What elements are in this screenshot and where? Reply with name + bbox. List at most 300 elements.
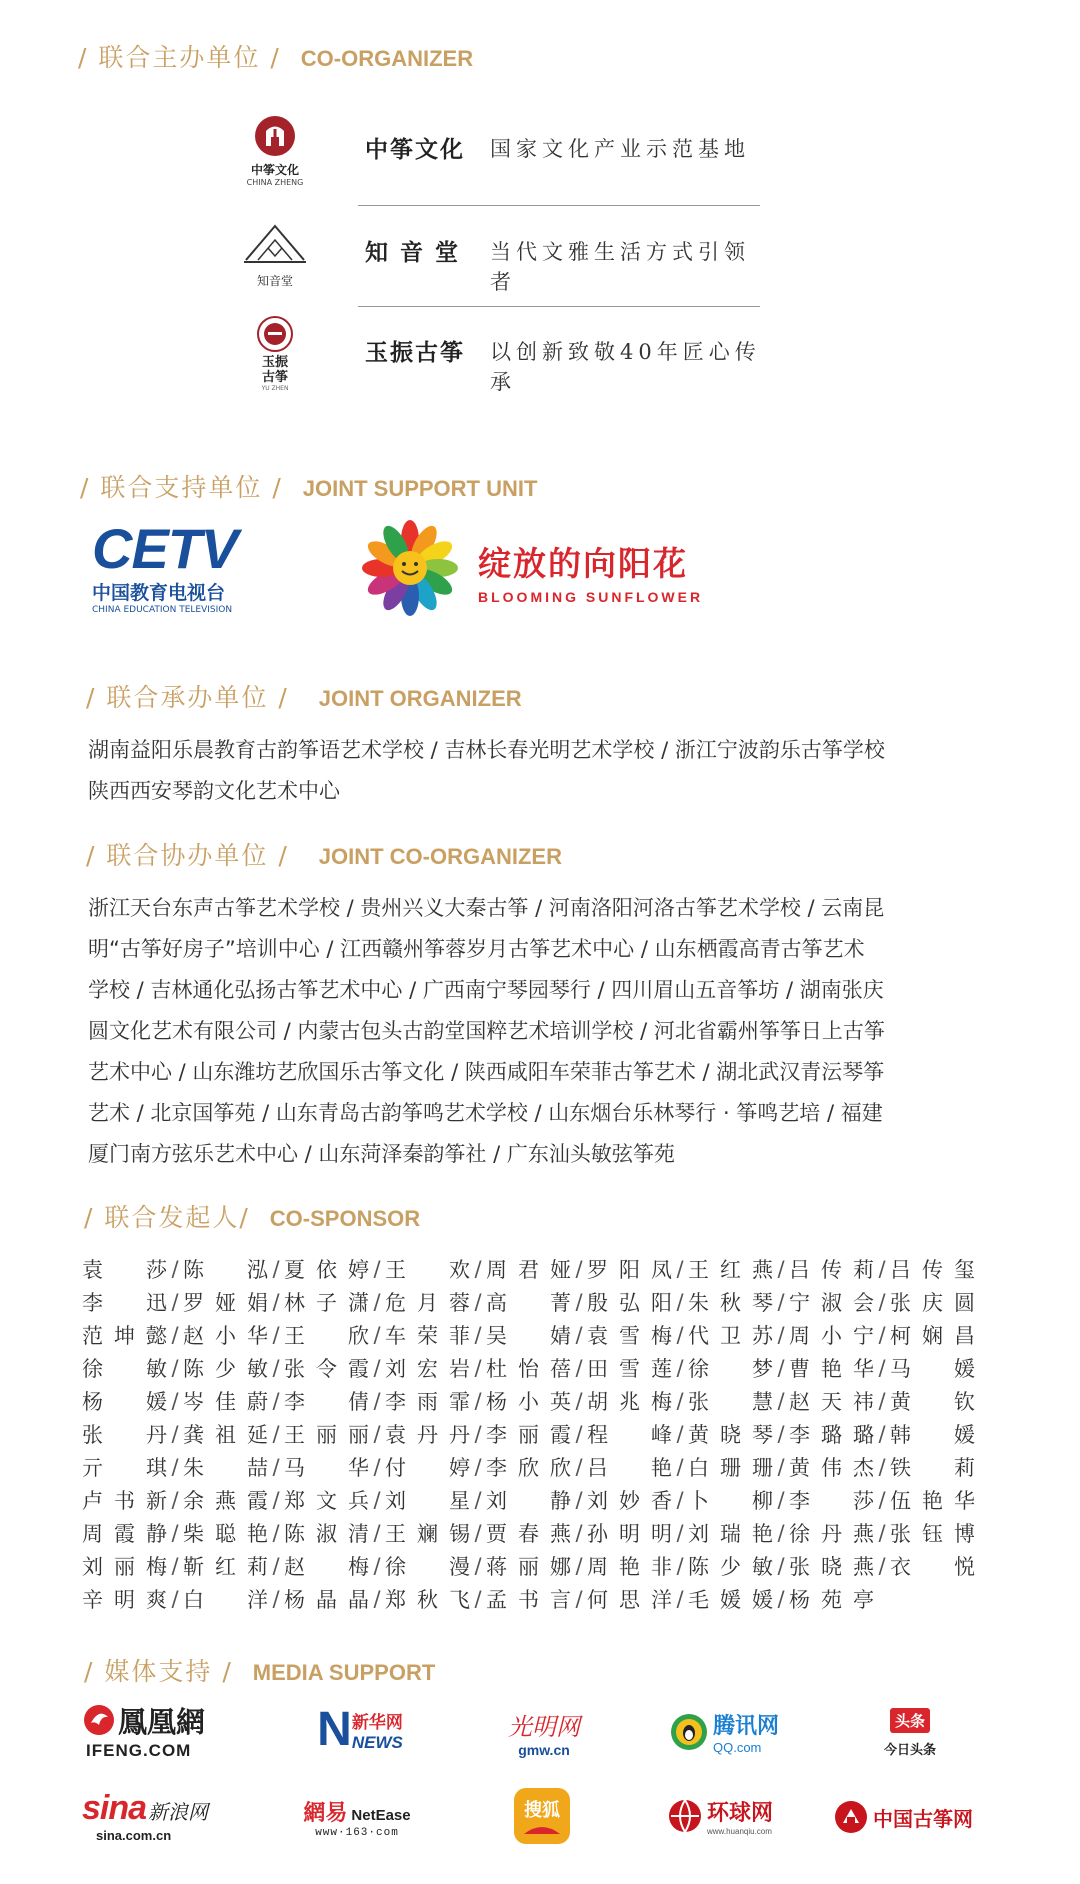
co-sponsor-name: 柯娴昌 bbox=[890, 1323, 975, 1348]
co-sponsor-name: 杨苑亭 bbox=[789, 1587, 874, 1612]
globe-icon bbox=[667, 1798, 703, 1834]
separator: / bbox=[474, 1454, 482, 1479]
separator: / bbox=[777, 1454, 785, 1479]
co-sponsor-name: 殷弘阳 bbox=[587, 1290, 672, 1315]
co-sponsor-name: 袁丹丹 bbox=[385, 1422, 470, 1447]
co-sponsor-name: 吴婧 bbox=[486, 1323, 571, 1348]
co-sponsor-cell bbox=[486, 1287, 587, 1317]
co-sponsor-name: 李倩 bbox=[284, 1389, 369, 1414]
co-sponsor-cell bbox=[183, 1320, 284, 1350]
separator: / bbox=[474, 1487, 482, 1512]
co-sponsor-cell bbox=[486, 1419, 587, 1449]
separator: / bbox=[272, 1553, 280, 1578]
separator: / bbox=[272, 1322, 280, 1347]
gmw-logo bbox=[484, 1704, 604, 1760]
co-sponsor-cell bbox=[486, 1320, 587, 1350]
sunflower-face bbox=[393, 551, 427, 585]
sina-logo bbox=[82, 1786, 232, 1846]
netease-logo bbox=[290, 1792, 424, 1842]
organizer-desc: 以创新致敬40年匠心传承 bbox=[490, 340, 761, 394]
co-sponsor-row bbox=[82, 1516, 975, 1549]
co-sponsor-name: 陈少敏 bbox=[183, 1356, 268, 1381]
separator: / bbox=[575, 1322, 583, 1347]
co-sponsor-cell bbox=[284, 1518, 385, 1548]
separator: / bbox=[373, 1256, 381, 1281]
co-sponsor-cell bbox=[82, 1485, 183, 1515]
separator: / bbox=[777, 1553, 785, 1578]
co-sponsor-cell bbox=[385, 1419, 486, 1449]
separator: / bbox=[676, 1355, 684, 1380]
co-sponsor-cell bbox=[284, 1452, 385, 1482]
co-sponsor-name: 危月蓉 bbox=[385, 1290, 470, 1315]
fox-tail-icon bbox=[522, 1822, 562, 1836]
separator: / bbox=[777, 1421, 785, 1446]
sunflower-graphic bbox=[362, 520, 458, 616]
co-sponsor-name: 张慧 bbox=[688, 1389, 773, 1414]
co-sponsor-name: 李迅 bbox=[82, 1290, 167, 1315]
co-sponsor-name: 王欢 bbox=[385, 1257, 470, 1282]
co-sponsor-cell bbox=[587, 1353, 688, 1383]
co-sponsor-cell bbox=[183, 1518, 284, 1548]
separator: / bbox=[575, 1289, 583, 1314]
separator: / bbox=[171, 1388, 179, 1413]
co-sponsor-cell bbox=[486, 1254, 587, 1284]
co-sponsor-name: 吕传玺 bbox=[890, 1257, 975, 1282]
xinhua-logo bbox=[300, 1700, 420, 1760]
co-sponsor-name: 车荣菲 bbox=[385, 1323, 470, 1348]
separator: / bbox=[171, 1487, 179, 1512]
co-sponsor-row bbox=[82, 1384, 975, 1417]
co-sponsor-cell bbox=[284, 1254, 385, 1284]
sunflower-icon bbox=[362, 520, 458, 616]
joint-organizer-title-en: JOINT ORGANIZER bbox=[318, 686, 522, 711]
zhongzheng-seal-icon bbox=[254, 115, 296, 157]
separator: / bbox=[676, 1289, 684, 1314]
co-sponsor-cell bbox=[890, 1353, 975, 1383]
co-sponsor-name: 李欣欣 bbox=[486, 1455, 571, 1480]
co-sponsor-name: 伍艳华 bbox=[890, 1488, 975, 1513]
huanqiu-logo bbox=[656, 1790, 784, 1842]
organizer-row-zhongzheng bbox=[240, 105, 770, 197]
co-sponsor-name: 赵梅 bbox=[284, 1554, 369, 1579]
separator: / bbox=[777, 1487, 785, 1512]
separator: / bbox=[878, 1421, 886, 1446]
co-sponsor-cell bbox=[688, 1254, 789, 1284]
co-sponsor-row bbox=[82, 1450, 975, 1483]
separator: / bbox=[878, 1256, 886, 1281]
co-sponsor-name: 黄钦 bbox=[890, 1389, 975, 1414]
separator: / bbox=[272, 1388, 280, 1413]
co-sponsor-cell bbox=[82, 1386, 183, 1416]
co-sponsor-name: 贾春燕 bbox=[486, 1521, 571, 1546]
separator: / bbox=[373, 1454, 381, 1479]
ifeng-cn: 鳳凰網 bbox=[118, 1704, 206, 1739]
joint-co-organizer-title-en: JOINT CO-ORGANIZER bbox=[318, 844, 562, 869]
sina-cn: 新浪网 bbox=[148, 1800, 209, 1824]
joint-co-organizer-line: 圆文化艺术有限公司 / 内蒙古包头古韵堂国粹艺术培训学校 / 河北省霸州筝筝日上古筝 bbox=[88, 1019, 885, 1043]
guzheng-net-logo bbox=[828, 1794, 978, 1840]
joint-support-title-cn: / 联合支持单位 / bbox=[80, 473, 283, 502]
co-sponsor-cell bbox=[486, 1386, 587, 1416]
separator: / bbox=[474, 1355, 482, 1380]
co-sponsor-cell bbox=[890, 1551, 975, 1581]
joint-co-organizer-list bbox=[88, 888, 968, 1175]
co-sponsor-cell bbox=[82, 1353, 183, 1383]
co-organizer-title-en: CO-ORGANIZER bbox=[300, 46, 474, 71]
co-sponsor-name: 朱喆 bbox=[183, 1455, 268, 1480]
co-sponsor-title-en: CO-SPONSOR bbox=[269, 1206, 421, 1231]
co-sponsor-row bbox=[82, 1549, 975, 1582]
separator: / bbox=[474, 1388, 482, 1413]
separator: / bbox=[676, 1256, 684, 1281]
co-sponsor-name: 黄晓琴 bbox=[688, 1422, 773, 1447]
co-sponsor-cell bbox=[82, 1551, 183, 1581]
co-sponsor-name: 刘瑞艳 bbox=[688, 1521, 773, 1546]
co-sponsor-name: 刘丽梅 bbox=[82, 1554, 167, 1579]
co-sponsor-cell bbox=[183, 1485, 284, 1515]
separator: / bbox=[272, 1487, 280, 1512]
separator: / bbox=[171, 1586, 179, 1611]
co-sponsor-cell bbox=[385, 1353, 486, 1383]
organizer-row-yuzhen bbox=[240, 308, 770, 400]
separator: / bbox=[373, 1388, 381, 1413]
separator: / bbox=[373, 1553, 381, 1578]
sunflower-eye bbox=[402, 562, 406, 566]
co-sponsor-name: 马媛 bbox=[890, 1356, 975, 1381]
phoenix-icon bbox=[82, 1703, 116, 1737]
joint-co-organizer-line: 厦门南方弦乐艺术中心 / 山东菏泽秦韵筝社 / 广东汕头敏弦筝苑 bbox=[88, 1142, 675, 1166]
co-sponsor-name: 周霞静 bbox=[82, 1521, 167, 1546]
co-sponsor-title-cn: / 联合发起人/ bbox=[84, 1203, 250, 1232]
co-sponsor-cell bbox=[587, 1551, 688, 1581]
co-sponsor-name: 毛媛媛 bbox=[688, 1587, 773, 1612]
co-sponsor-cell bbox=[183, 1452, 284, 1482]
co-sponsor-row bbox=[82, 1285, 975, 1318]
co-organizer-heading bbox=[78, 38, 473, 74]
zhongzheng-logo bbox=[240, 105, 310, 197]
co-sponsor-cell bbox=[82, 1254, 183, 1284]
ifeng-en: IFENG.COM bbox=[86, 1740, 192, 1760]
separator: / bbox=[676, 1421, 684, 1446]
co-sponsor-name: 周小宁 bbox=[789, 1323, 874, 1348]
co-sponsor-cell bbox=[385, 1386, 486, 1416]
separator: / bbox=[272, 1355, 280, 1380]
separator: / bbox=[878, 1520, 886, 1545]
co-sponsor-cell bbox=[587, 1584, 688, 1614]
separator: / bbox=[373, 1421, 381, 1446]
co-sponsor-cell bbox=[82, 1518, 183, 1548]
separator: / bbox=[575, 1487, 583, 1512]
separator: / bbox=[676, 1586, 684, 1611]
separator: / bbox=[676, 1322, 684, 1347]
cetv-wordmark: CETV bbox=[92, 517, 238, 580]
qq-penguin-icon bbox=[669, 1712, 709, 1752]
co-sponsor-cell bbox=[183, 1287, 284, 1317]
co-sponsor-name: 衣悦 bbox=[890, 1554, 975, 1579]
co-sponsor-cell bbox=[688, 1419, 789, 1449]
separator: / bbox=[171, 1355, 179, 1380]
zhiyintang-logo-text: 知音堂 bbox=[256, 273, 293, 288]
co-sponsor-name: 高菁 bbox=[486, 1290, 571, 1315]
organizer-desc: 当代文雅生活方式引领者 bbox=[490, 240, 750, 294]
sohu-cn: 搜狐 bbox=[524, 1800, 560, 1821]
co-sponsor-cell bbox=[385, 1518, 486, 1548]
co-sponsor-name: 程峰 bbox=[587, 1422, 672, 1447]
co-sponsor-row bbox=[82, 1417, 975, 1450]
co-sponsor-cell bbox=[486, 1584, 587, 1614]
co-sponsor-row bbox=[82, 1582, 967, 1615]
cetv-logo bbox=[92, 517, 272, 615]
co-sponsor-name: 林子潇 bbox=[284, 1290, 369, 1315]
co-sponsor-name: 罗阳凤 bbox=[587, 1257, 672, 1282]
separator: / bbox=[272, 1586, 280, 1611]
media-heading bbox=[84, 1652, 435, 1688]
co-sponsor-cell bbox=[183, 1353, 284, 1383]
co-sponsor-row bbox=[82, 1252, 975, 1285]
co-sponsor-cell bbox=[486, 1353, 587, 1383]
separator: / bbox=[878, 1289, 886, 1314]
co-sponsor-cell bbox=[890, 1485, 975, 1515]
co-sponsor-name: 杨晶晶 bbox=[284, 1587, 369, 1612]
co-sponsor-cell bbox=[688, 1518, 789, 1548]
separator: / bbox=[272, 1421, 280, 1446]
co-sponsor-name: 杜怡蓓 bbox=[486, 1356, 571, 1381]
separator: / bbox=[878, 1487, 886, 1512]
co-sponsor-cell bbox=[890, 1320, 975, 1350]
co-sponsor-name: 陈泓 bbox=[183, 1257, 268, 1282]
co-sponsor-name: 田雪莲 bbox=[587, 1356, 672, 1381]
zhongzheng-logo-sub: CHINA ZHENG bbox=[246, 178, 304, 187]
co-sponsor-name: 宁淑会 bbox=[789, 1290, 874, 1315]
co-sponsor-cell bbox=[688, 1287, 789, 1317]
separator: / bbox=[777, 1586, 785, 1611]
gmw-en: gmw.cn bbox=[518, 1741, 570, 1758]
co-sponsor-name: 龚祖延 bbox=[183, 1422, 268, 1447]
separator: / bbox=[373, 1520, 381, 1545]
separator: / bbox=[575, 1355, 583, 1380]
co-sponsor-name: 赵天祎 bbox=[789, 1389, 874, 1414]
mountain-icon bbox=[240, 220, 310, 270]
co-sponsor-cell bbox=[183, 1386, 284, 1416]
co-sponsor-cell bbox=[183, 1551, 284, 1581]
co-sponsor-name: 张庆圆 bbox=[890, 1290, 975, 1315]
co-sponsor-name: 蒋丽娜 bbox=[486, 1554, 571, 1579]
co-sponsor-name: 李丽霞 bbox=[486, 1422, 571, 1447]
co-sponsor-name: 曹艳华 bbox=[789, 1356, 874, 1381]
co-sponsor-cell bbox=[82, 1287, 183, 1317]
co-sponsor-cell bbox=[688, 1353, 789, 1383]
co-sponsor-cell bbox=[385, 1287, 486, 1317]
huanqiu-cn: 环球网 bbox=[706, 1801, 773, 1826]
joint-organizer-line: 湖南益阳乐晨教育古韵筝语艺术学校 / 吉林长春光明艺术学校 / 浙江宁波韵乐古筝学校 bbox=[88, 738, 885, 762]
sina-en: sina.com.cn bbox=[96, 1828, 172, 1843]
co-sponsor-name: 李雨霏 bbox=[385, 1389, 470, 1414]
separator: / bbox=[777, 1322, 785, 1347]
yuzhen-logo-text: 玉振古筝 bbox=[261, 355, 288, 385]
separator: / bbox=[878, 1388, 886, 1413]
separator: / bbox=[878, 1454, 886, 1479]
toutiao-badge: 头条 bbox=[890, 1708, 930, 1733]
yuzhen-logo bbox=[240, 308, 310, 400]
separator: / bbox=[575, 1586, 583, 1611]
co-sponsor-cell bbox=[385, 1254, 486, 1284]
co-sponsor-name: 范坤懿 bbox=[82, 1323, 167, 1348]
co-sponsor-name: 张晓燕 bbox=[789, 1554, 874, 1579]
separator: / bbox=[171, 1421, 179, 1446]
co-sponsor-cell bbox=[789, 1287, 890, 1317]
co-sponsor-cell bbox=[183, 1419, 284, 1449]
co-sponsor-row bbox=[82, 1483, 975, 1516]
separator: / bbox=[575, 1553, 583, 1578]
joint-co-organizer-line: 艺术 / 北京国筝苑 / 山东青岛古韵筝鸣艺术学校 / 山东烟台乐林琴行 · 筝鸣艺培 / 福建 bbox=[88, 1101, 883, 1125]
co-sponsor-cell bbox=[284, 1353, 385, 1383]
qq-logo bbox=[656, 1704, 792, 1760]
co-sponsor-name: 马华 bbox=[284, 1455, 369, 1480]
toutiao-logo bbox=[870, 1700, 950, 1766]
co-sponsor-cell bbox=[587, 1287, 688, 1317]
joint-support-heading bbox=[80, 468, 537, 504]
separator: / bbox=[272, 1289, 280, 1314]
separator: / bbox=[575, 1454, 583, 1479]
separator: / bbox=[474, 1289, 482, 1314]
co-sponsor-name: 靳红莉 bbox=[183, 1554, 268, 1579]
co-sponsor-name: 刘宏岩 bbox=[385, 1356, 470, 1381]
guzheng-emblem-icon bbox=[833, 1799, 869, 1835]
co-sponsor-cell bbox=[789, 1254, 890, 1284]
co-sponsor-name: 夏依婷 bbox=[284, 1257, 369, 1282]
co-sponsor-cell bbox=[486, 1485, 587, 1515]
co-sponsor-name: 张钰博 bbox=[890, 1521, 975, 1546]
co-sponsor-cell bbox=[789, 1485, 890, 1515]
sunflower-en: BLOOMING SUNFLOWER bbox=[478, 589, 704, 605]
separator: / bbox=[373, 1289, 381, 1314]
co-sponsor-cell bbox=[486, 1551, 587, 1581]
zhiyintang-logo bbox=[240, 208, 310, 300]
co-sponsor-name: 张令霞 bbox=[284, 1356, 369, 1381]
netease-cn: 網易 bbox=[303, 1799, 348, 1826]
co-sponsor-name: 杨媛 bbox=[82, 1389, 167, 1414]
separator: / bbox=[474, 1322, 482, 1347]
co-sponsor-name: 王丽丽 bbox=[284, 1422, 369, 1447]
co-sponsor-name: 付婷 bbox=[385, 1455, 470, 1480]
co-sponsor-name: 李莎 bbox=[789, 1488, 874, 1513]
co-sponsor-cell bbox=[587, 1386, 688, 1416]
co-sponsor-name: 孙明明 bbox=[587, 1521, 672, 1546]
co-sponsor-name: 周艳非 bbox=[587, 1554, 672, 1579]
co-sponsor-cell bbox=[789, 1320, 890, 1350]
co-sponsor-cell bbox=[486, 1452, 587, 1482]
joint-support-title-en: JOINT SUPPORT UNIT bbox=[302, 476, 538, 501]
joint-co-organizer-line: 浙江天台东声古筝艺术学校 / 贵州兴义大秦古筝 / 河南洛阳河洛古筝艺术学校 / 云南昆 bbox=[88, 896, 885, 920]
co-sponsor-name: 周君娅 bbox=[486, 1257, 571, 1282]
co-sponsor-row bbox=[82, 1351, 975, 1384]
sunflower-text bbox=[478, 538, 703, 605]
co-sponsor-cell bbox=[587, 1419, 688, 1449]
separator: / bbox=[272, 1454, 280, 1479]
separator: / bbox=[676, 1553, 684, 1578]
co-sponsor-name: 韩媛 bbox=[890, 1422, 975, 1447]
co-sponsor-cell bbox=[385, 1584, 486, 1614]
cetv-cn: 中国教育电视台 bbox=[92, 582, 226, 604]
divider bbox=[358, 205, 760, 206]
separator: / bbox=[777, 1355, 785, 1380]
joint-organizer-line: 陕西西安琴韵文化艺术中心 bbox=[88, 779, 340, 803]
co-sponsor-cell bbox=[890, 1452, 975, 1482]
co-sponsor-name: 陈少敏 bbox=[688, 1554, 773, 1579]
separator: / bbox=[777, 1520, 785, 1545]
organizer-desc: 国家文化产业示范基地 bbox=[490, 137, 750, 161]
co-sponsor-row bbox=[82, 1318, 975, 1351]
organizer-name: 玉振古筝 bbox=[365, 340, 465, 366]
co-sponsor-cell bbox=[688, 1551, 789, 1581]
co-sponsor-cell bbox=[385, 1485, 486, 1515]
media-title-en: MEDIA SUPPORT bbox=[252, 1660, 436, 1685]
co-sponsor-name: 郑秋飞 bbox=[385, 1587, 470, 1612]
co-sponsor-name: 王斓锡 bbox=[385, 1521, 470, 1546]
guzheng-net-cn: 中国古筝网 bbox=[873, 1806, 973, 1831]
co-sponsor-cell bbox=[789, 1584, 890, 1614]
co-sponsor-cell bbox=[284, 1386, 385, 1416]
co-sponsor-cell bbox=[890, 1254, 975, 1284]
organizer-name: 知 音 堂 bbox=[365, 240, 461, 266]
separator: / bbox=[676, 1454, 684, 1479]
co-sponsor-cell bbox=[183, 1584, 284, 1614]
co-sponsor-cell bbox=[82, 1419, 183, 1449]
co-sponsor-cell bbox=[789, 1452, 890, 1482]
sina-wordmark: sina bbox=[82, 1789, 147, 1827]
joint-co-organizer-title-cn: / 联合协办单位 / bbox=[86, 841, 289, 870]
xinhua-en: NEWS bbox=[351, 1732, 403, 1752]
co-sponsor-name: 何思洋 bbox=[587, 1587, 672, 1612]
co-sponsor-cell bbox=[587, 1452, 688, 1482]
co-sponsor-name: 卜柳 bbox=[688, 1488, 773, 1513]
separator: / bbox=[373, 1586, 381, 1611]
co-sponsor-cell bbox=[890, 1518, 975, 1548]
co-sponsor-cell bbox=[284, 1287, 385, 1317]
separator: / bbox=[575, 1520, 583, 1545]
joint-organizer-title-cn: / 联合承办单位 / bbox=[86, 683, 289, 712]
co-sponsor-cell bbox=[284, 1320, 385, 1350]
co-sponsor-name: 杨小英 bbox=[486, 1389, 571, 1414]
co-sponsor-cell bbox=[183, 1254, 284, 1284]
separator: / bbox=[575, 1421, 583, 1446]
separator: / bbox=[878, 1553, 886, 1578]
xinhua-n-glyph: N bbox=[317, 1703, 352, 1756]
co-sponsor-name: 辛明爽 bbox=[82, 1587, 167, 1612]
separator: / bbox=[171, 1553, 179, 1578]
co-sponsor-cell bbox=[385, 1551, 486, 1581]
co-sponsor-cell bbox=[890, 1386, 975, 1416]
separator: / bbox=[171, 1520, 179, 1545]
co-sponsor-cell bbox=[688, 1485, 789, 1515]
co-sponsor-cell bbox=[789, 1551, 890, 1581]
gmw-cn: 光明网 bbox=[508, 1712, 580, 1741]
separator: / bbox=[171, 1454, 179, 1479]
organizer-row-zhiyintang bbox=[240, 208, 770, 300]
joint-co-organizer-line: 明“古筝好房子”培训中心 / 江西赣州筝蓉岁月古筝艺术中心 / 山东栖霞高青古筝艺术 bbox=[88, 937, 865, 961]
co-sponsor-name: 赵小华 bbox=[183, 1323, 268, 1348]
co-sponsor-cell bbox=[284, 1551, 385, 1581]
co-sponsor-name: 卢书新 bbox=[82, 1488, 167, 1513]
co-sponsor-cell bbox=[688, 1452, 789, 1482]
co-sponsor-heading bbox=[84, 1198, 420, 1234]
co-sponsor-cell bbox=[486, 1518, 587, 1548]
separator: / bbox=[474, 1553, 482, 1578]
separator: / bbox=[777, 1388, 785, 1413]
co-sponsor-name: 袁雪梅 bbox=[587, 1323, 672, 1348]
co-sponsor-name: 刘星 bbox=[385, 1488, 470, 1513]
separator: / bbox=[575, 1388, 583, 1413]
